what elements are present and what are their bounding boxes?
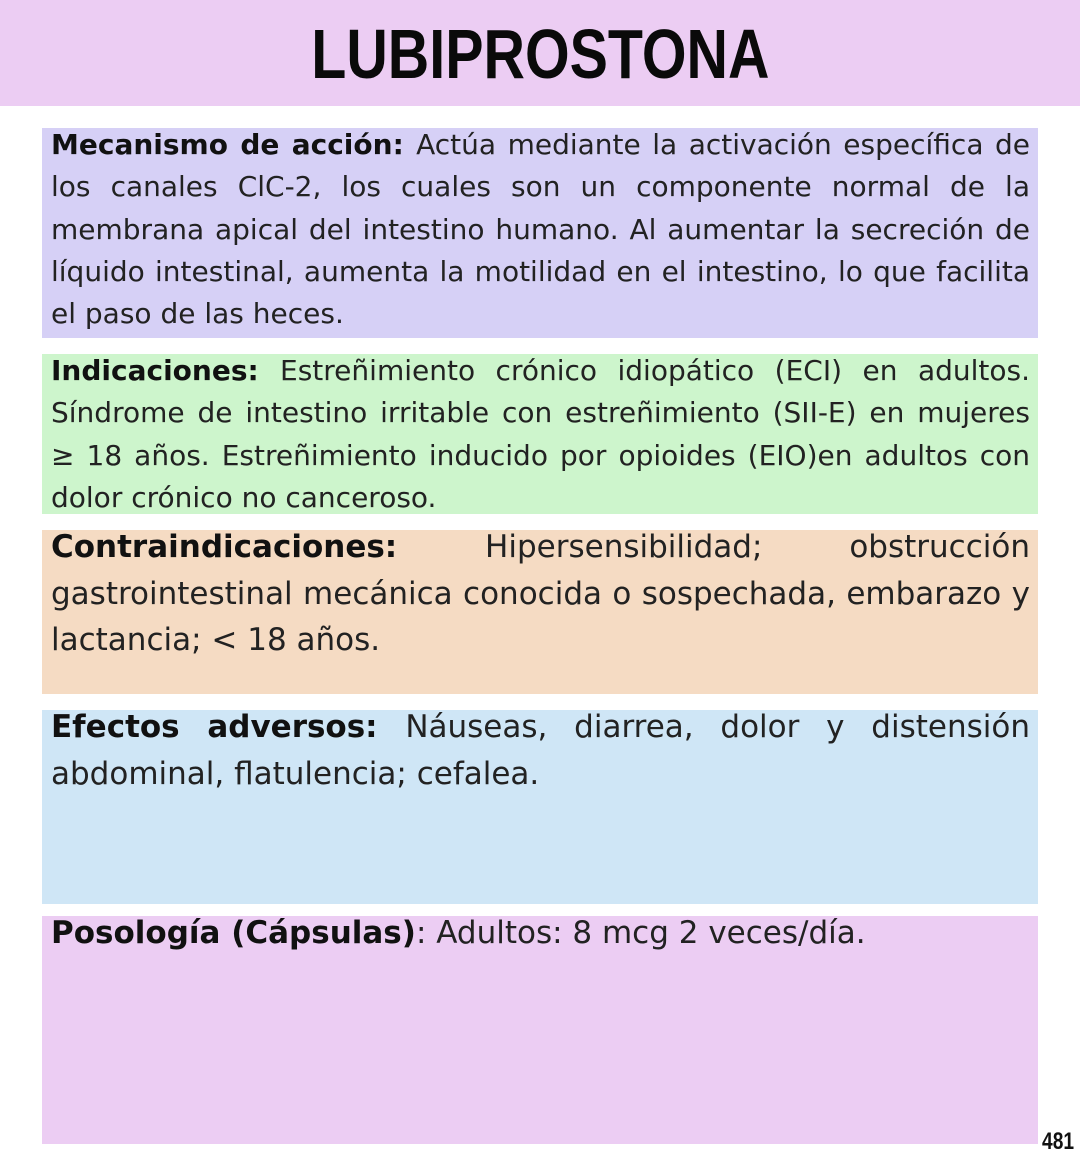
section-posologia: [42, 916, 1038, 1144]
page-title: LUBIPROSTONA: [310, 15, 770, 93]
section-label: Contraindicaciones:: [51, 529, 486, 565]
section-efectos-adversos: [42, 710, 1038, 904]
section-label: Mecanismo de acción:: [51, 128, 417, 161]
section-indicaciones: [42, 354, 1038, 514]
section-body: [51, 350, 1030, 519]
section-mecanismo-de-accion: [42, 128, 1038, 338]
page-number: 481: [1041, 1128, 1074, 1155]
section-text: Hipersensibilidad; obstrucción gastrointestinal mecánica conocida o sospechada, embarazo y lactancia; < 18 años.: [51, 529, 1030, 658]
section-contraindicaciones: [42, 530, 1038, 694]
section-label: Efectos adversos:: [51, 709, 406, 745]
section-text: Actúa mediante la activación específica de los canales ClC-2, los cuales son un componente normal de la membrana apical del intestino humano. Al aumentar la secreción de líquido intestinal, aumenta la motilidad en el intestino, lo que facilita el paso de las heces.: [51, 128, 1030, 331]
section-body: [51, 704, 1030, 797]
section-label: Indicaciones:: [51, 354, 281, 387]
section-text: Estreñimiento crónico idiopático (ECI) en adultos. Síndrome de intestino irritable con estreñimiento (SII-E) en mujeres ≥ 18 años. Estreñimiento inducido por opioides (EIO)en adultos con dolor crónico no canceroso.: [51, 354, 1030, 514]
section-body: [51, 910, 1030, 957]
section-body: [51, 124, 1030, 335]
title-banner: [0, 0, 1080, 106]
section-text: Náuseas, diarrea, dolor y distensión abdominal, flatulencia; cefalea.: [51, 709, 1030, 792]
section-body: [51, 524, 1030, 664]
section-text: : Adultos: 8 mcg 2 veces/día.: [415, 915, 866, 951]
section-label: Posología (Cápsulas): [51, 915, 416, 951]
